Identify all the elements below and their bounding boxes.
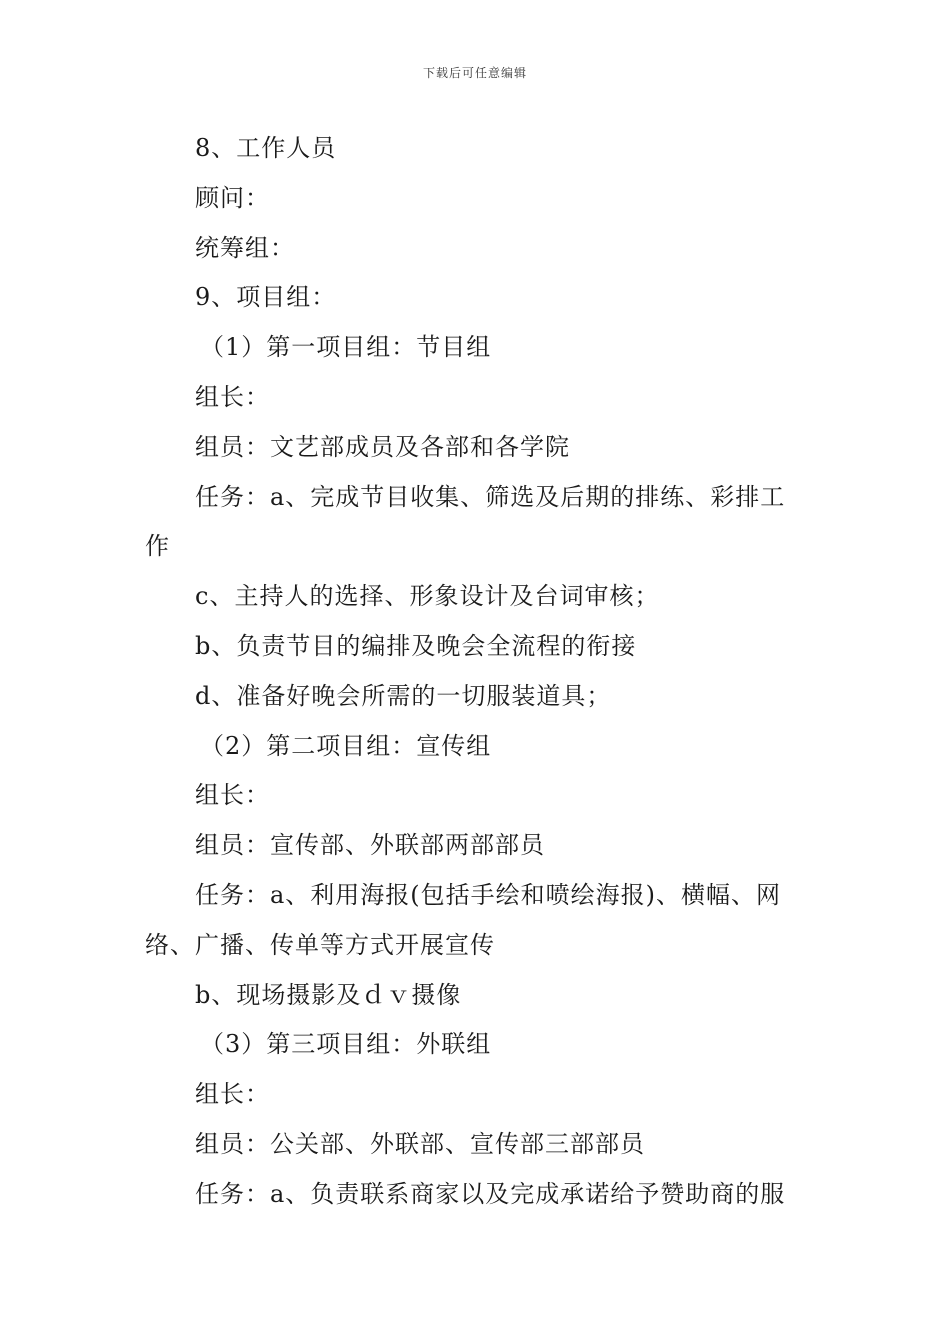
text-line: b、现场摄影及ｄｖ摄像 [195,980,462,1009]
text-line: 组员：公关部、外联部、宣传部三部部员 [195,1129,645,1158]
text-line: 组长： [195,382,270,411]
section-heading: 9、项目组： [195,283,337,312]
text-line-continuation: 络、广播、传单等方式开展宣传 [145,930,495,959]
section-heading: 8、工作人员 [195,134,337,162]
text-line: d、准备好晚会所需的一切服装道具； [195,681,612,710]
text-line: b、负责节目的编排及晚会全流程的衔接 [195,631,637,660]
text-line: 顾问： [195,183,270,212]
text-line: 任务：a、完成节目收集、筛选及后期的排练、彩排工 [195,482,786,511]
subsection-heading: （3）第三项目组：外联组 [200,1030,492,1059]
text-line-continuation: 作 [145,532,170,561]
text-line: 组长： [195,1080,270,1109]
text-line: 统筹组： [195,233,295,262]
subsection-heading: （1）第一项目组：节目组 [200,333,492,362]
text-line: 组员：文艺部成员及各部和各学院 [195,432,570,461]
text-line: 组长： [195,781,270,810]
page-header: 下载后可任意编辑 [422,66,527,80]
text-line: 组员：宣传部、外联部两部部员 [195,831,545,860]
text-line: 任务：a、负责联系商家以及完成承诺给予赞助商的服 [195,1179,786,1208]
subsection-heading: （2）第二项目组：宣传组 [200,731,492,760]
document-body [145,124,810,1220]
text-line: c、主持人的选择、形象设计及台词审核； [195,582,660,611]
text-line: 任务：a、利用海报(包括手绘和喷绘海报)、横幅、网 [195,880,782,909]
